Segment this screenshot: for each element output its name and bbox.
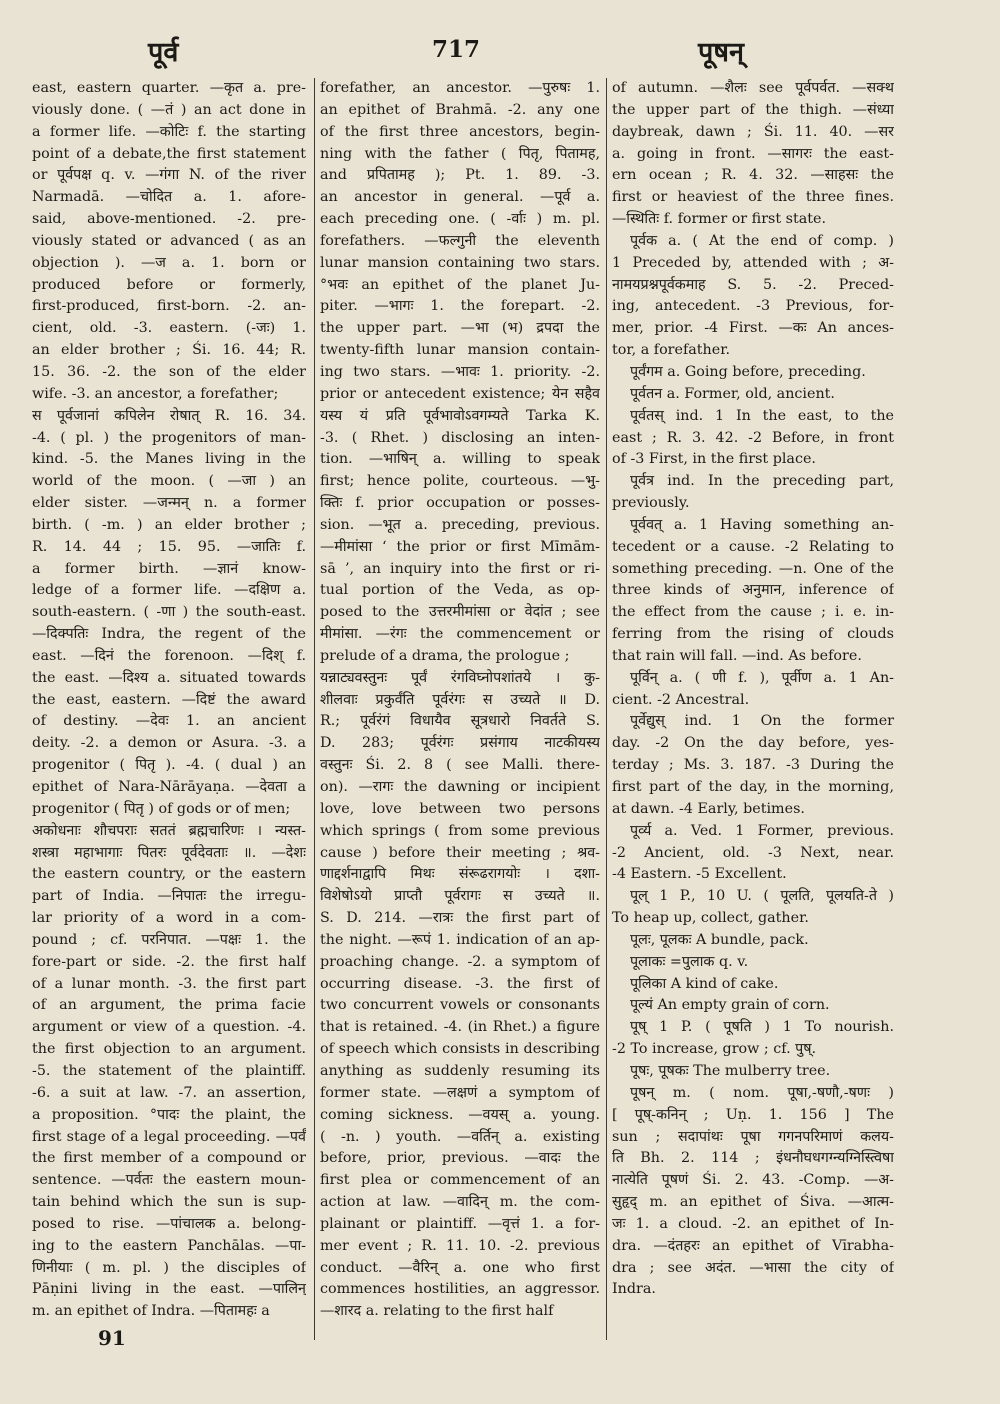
entry-line: of autumn. —शैलः see पूर्वपर्वत. —सक्थ <box>612 80 894 96</box>
entry-line: progenitor ( पितृ ). -4. ( dual ) an <box>32 757 306 774</box>
entry-line: शस्त्रा महाभागाः पितरः पूर्वदेवताः ॥. —देशः <box>32 844 306 861</box>
entry-line: of an argument, the prima facie <box>32 997 306 1014</box>
entry-line: east ; R. 3. 42. -2 Before, in front <box>612 429 894 446</box>
entry-line: an ancestor in general. —पूर्व a. <box>320 189 600 206</box>
entry-line: 15. 36. -2. the son of the elder <box>32 363 306 380</box>
entry-line: proaching change. -2. a symptom of <box>320 953 600 970</box>
entry-line: the east, eastern. —दिष्टं the award <box>32 691 306 708</box>
entry-line: Pāṇini living in the east. —पालिन् <box>32 1281 306 1298</box>
entry-line: east. —दिनं the forenoon. —दिश् f. <box>32 647 306 664</box>
entry-line: 1 Preceded by, attended with ; अ- <box>612 254 894 271</box>
entry-line: first-produced, first-born. -2. an- <box>32 298 306 315</box>
entry-line: पूलाकः =पुलाक q. v. <box>630 953 749 970</box>
entry-line: lar priority of a word in a com- <box>32 910 306 927</box>
entry-line: पूर्वंगम a. Going before, preceding. <box>630 363 866 380</box>
entry-line: मीमांसा. —रंगः the commencement or <box>320 626 600 643</box>
entry-line: mer, prior. -4 First. —कः An ances- <box>612 320 894 337</box>
entry-line: m. an epithet of Indra. —पितामहः a <box>32 1303 270 1320</box>
entry-line: dra. —दंतहरः an epithet of Vīrabha- <box>612 1237 894 1254</box>
entry-line: action at law. —वादिन् m. the com- <box>320 1194 600 1211</box>
entry-line: यन्नाट्यवस्तुनः पूर्वं रंगविघ्नोपशांतये । कु- <box>320 669 600 686</box>
page-number: 717 <box>432 36 481 63</box>
entry-line: —शारद a. relating to the first half <box>320 1303 554 1320</box>
entry-line: पूष् 1 P. ( पूषति ) 1 To nourish. <box>630 1019 894 1036</box>
entry-line: D. 283; पूर्वरंगः प्रसंगाय नाटकीयस्य <box>320 735 600 752</box>
entry-line: -2 Ancient, old. -3 Next, near. <box>612 844 894 861</box>
entry-line: -4 Eastern. -5 Excellent. <box>612 866 787 883</box>
entry-line: prelude of a drama, the prologue ; <box>320 647 570 664</box>
entry-line: cient, old. -3. eastern. (-जः) 1. <box>32 320 306 337</box>
entry-line: viously stated or advanced ( as an <box>32 232 306 249</box>
entry-line: two concurrent vowels or consonants <box>320 997 600 1014</box>
entry-line: वस्तुनः Śi. 2. 8 ( see Malli. there- <box>320 757 600 774</box>
entry-line: ferring from the rising of clouds <box>612 626 894 643</box>
entry-line: tion. —भाषिन् a. willing to speak <box>320 451 600 468</box>
entry-line: conduct. —वैरिन् a. one who first <box>320 1259 600 1276</box>
entry-line: अकोधनाः शौचपराः सततं ब्रह्मचारिणः । न्यस्त- <box>32 822 306 839</box>
entry-line: of -3 First, in the first place. <box>612 451 816 468</box>
entry-line: विशेषोऽयो प्राप्तौ पूर्वरागः स उच्यते ॥. <box>320 888 600 905</box>
printer-signature-mark: 91 <box>98 1326 126 1350</box>
entry-line: the upper part of the thigh. —संध्या <box>612 101 894 118</box>
entry-line: kind. -5. the Manes living in the <box>32 451 306 468</box>
entry-line: शीलवाः प्रकुर्वंति पूर्वरंगः स उच्यते ॥ D. <box>320 691 600 708</box>
entry-line: R. 14. 44 ; 15. 95. —जातिः f. <box>32 538 306 555</box>
entry-line: Indra. <box>612 1281 656 1298</box>
entry-line: tain behind which the sun is sup- <box>32 1194 306 1211</box>
entry-line: and प्रपितामह ); Pt. 1. 89. -3. <box>320 167 600 184</box>
entry-line: previously. <box>612 495 690 512</box>
entry-line: a former life. —कोटिः f. the starting <box>32 123 306 140</box>
entry-line: °भवः an epithet of the planet Ju- <box>320 276 600 293</box>
entry-line: a. going in front. —सागरः the east- <box>612 145 894 162</box>
entry-line: epithet of Nara-Nārāyaṇa. —देवता a <box>32 779 306 795</box>
entry-line: cause ) before their meeting ; श्रव- <box>320 844 600 861</box>
entry-line: the effect from the cause ; i. e. in- <box>612 604 894 621</box>
entry-line: first; hence polite, courteous. —भु- <box>320 473 600 490</box>
entry-line: -2 To increase, grow ; cf. पुष्. <box>612 1041 817 1058</box>
entry-line: that rain will fall. —ind. As before. <box>612 647 862 664</box>
entry-line: wife. -3. an ancestor, a forefather; <box>32 385 279 402</box>
entry-line: णिनीयाः ( m. pl. ) the disciples of <box>32 1259 306 1276</box>
entry-line: mer event ; R. 11. 10. -2. previous <box>320 1237 600 1254</box>
entry-line: three kinds of अनुमान, inference of <box>612 582 894 599</box>
entry-line: world of the moon. ( —जा ) an <box>32 473 306 490</box>
column-divider-2 <box>606 78 607 1340</box>
entry-line: pound ; cf. परनिपात. —पक्षः 1. the <box>32 931 306 948</box>
left-running-headword: पूर्व <box>148 37 179 68</box>
entry-line: नामयप्रश्नपूर्वकमाह S. 5. -2. Preced- <box>612 276 894 293</box>
entry-line: former state. —लक्षणं a symptom of <box>320 1084 600 1101</box>
entry-line: plainant or plaintiff. —वृत्तं 1. a for- <box>320 1215 600 1232</box>
entry-line: first part of the day, in the morning, <box>612 779 894 795</box>
entry-line: ति Bh. 2. 114 ; इंधनौघधगग्न्यग्निस्त्विषा <box>612 1150 894 1167</box>
entry-line: posed to the उत्तरमीमांसा or वेदांत ; see <box>320 604 600 621</box>
entry-line: first or heaviest of the three fines. <box>612 189 894 206</box>
entry-line: To heap up, collect, gather. <box>612 910 809 927</box>
entry-line: cient. -2 Ancestral. <box>612 691 750 708</box>
entry-line: Narmadā. —चोदित a. 1. afore- <box>32 189 306 206</box>
entry-line: the east. —दिश्य a. situated towards <box>32 669 306 686</box>
entry-line: twenty-fifth lunar mansion contain- <box>320 342 600 359</box>
entry-line: fore-part or side. -2. the first half <box>32 953 306 970</box>
entry-line: sun ; सदापांथः पूषा गगनपरिमाणं कलय- <box>612 1128 894 1145</box>
entry-line: [ पूष्-कनिन् ; Uṇ. 1. 156 ] The <box>612 1106 894 1123</box>
entry-line: -4. ( pl. ) the progenitors of man- <box>32 429 306 446</box>
entry-line: part of India. —निपातः the irregu- <box>32 888 306 905</box>
entry-line: or पूर्वपक्ष q. v. —गंगा N. of the river <box>32 167 306 184</box>
entry-line: स पूर्वजानां कपिलेन रोषात् R. 16. 34. <box>32 407 306 424</box>
entry-line: of the first three ancestors, begin- <box>320 123 600 140</box>
dictionary-column-1 <box>32 78 306 1323</box>
entry-line: ledge of a former life. —दक्षिण a. <box>32 582 306 599</box>
entry-line: forefathers. —फल्गुनी the eleventh <box>320 232 600 249</box>
entry-line: forefather, an ancestor. —पुरुषः 1. <box>320 80 600 96</box>
entry-line: sentence. —पर्वतः the eastern moun- <box>32 1172 306 1189</box>
entry-line: the first member of a compound or <box>32 1150 306 1167</box>
entry-line: produced before or formerly, <box>32 276 306 293</box>
entry-line: पूर्विन् a. ( णी f. ), पूर्वीण a. 1 An- <box>630 669 894 686</box>
entry-line: पूषः, पूषकः The mulberry tree. <box>630 1062 831 1079</box>
entry-line: the upper part. —भा (भ) द्रपदा the <box>320 320 600 337</box>
entry-line: sion. —भूत a. preceding, previous. <box>320 516 600 533</box>
entry-line: -5. the statement of the plaintiff. <box>32 1062 306 1079</box>
entry-line: said, above-mentioned. -2. pre- <box>32 211 306 228</box>
entry-line: east, eastern quarter. —कृत a. pre- <box>32 80 306 96</box>
entry-line: lunar mansion containing two stars. <box>320 254 600 271</box>
entry-line: a proposition. °पादः the plaint, the <box>32 1106 306 1123</box>
entry-line: viously done. ( —तं ) an act done in <box>32 101 306 118</box>
entry-line: tual portion of the Veda, as op- <box>320 582 600 599</box>
entry-line: argument or view of a question. -4. <box>32 1019 306 1036</box>
entry-line: sā ’, an inquiry into the first or ri- <box>320 560 600 577</box>
entry-line: prior or antecedent existence; येन सहैव <box>320 385 600 402</box>
entry-line: first plea or commencement of an <box>320 1172 600 1189</box>
entry-line: that is retained. -4. (in Rhet.) a figure <box>320 1019 600 1036</box>
column-divider-1 <box>314 78 315 1340</box>
entry-line: ing, antecedent. -3 Previous, for- <box>612 298 894 315</box>
entry-line: piter. —भागः 1. the forepart. -2. <box>320 298 600 315</box>
entry-line: क्तिः f. prior occupation or posses- <box>320 495 600 512</box>
entry-line: -3. ( Rhet. ) disclosing an inten- <box>320 429 600 446</box>
page-header <box>0 30 1000 70</box>
entry-line: the first objection to an argument. <box>32 1041 306 1058</box>
entry-line: birth. ( -m. ) an elder brother ; <box>32 516 306 533</box>
entry-line: each preceding one. ( -र्वाः ) m. pl. <box>320 211 600 228</box>
entry-line: the eastern country, or the eastern <box>32 866 306 883</box>
entry-line: before, prior, previous. —वादः the <box>320 1150 600 1167</box>
entry-line: पूर्वेद्युस् ind. 1 On the former <box>630 713 894 730</box>
entry-line: पूलिका A kind of cake. <box>630 975 779 992</box>
entry-line: -6. a suit at law. -7. an assertion, <box>32 1084 306 1101</box>
entry-line: of speech which consists in describing <box>320 1041 600 1058</box>
dictionary-column-3 <box>612 78 894 1301</box>
entry-line: deity. -2. a demon or Asura. -3. a <box>32 735 306 752</box>
entry-line: पूर्व्य a. Ved. 1 Former, previous. <box>630 822 894 839</box>
entry-line: पूर्ववत् a. 1 Having something an- <box>630 516 894 533</box>
entry-line: point of a debate,the first statement <box>32 145 306 162</box>
entry-line: the night. —रूपं 1. indication of an ap- <box>320 931 600 948</box>
entry-line: पूलः, पूलकः A bundle, pack. <box>630 931 809 948</box>
entry-line: पूर्वक a. ( At the end of comp. ) <box>630 232 894 249</box>
entry-line: commences hostilities, an aggressor. <box>320 1281 600 1298</box>
entry-line: coming sickness. —वयस् a. young. <box>320 1106 600 1123</box>
entry-line: at dawn. -4 Early, betimes. <box>612 800 805 817</box>
entry-line: first stage of a legal proceeding. —पर्वं <box>32 1128 306 1145</box>
entry-line: an epithet of Brahmā. -2. any one <box>320 101 600 118</box>
entry-line: posed to rise. —पांचालक a. belong- <box>32 1215 306 1232</box>
entry-line: occurring disease. -3. the first of <box>320 975 600 992</box>
entry-line: —मीमांसा ‘ the prior or first Mīmām- <box>320 538 600 555</box>
entry-line: ( -n. ) youth. —वर्तिन् a. existing <box>320 1128 600 1145</box>
entry-line: णाद्दर्शनाद्वापि मिथः संरूढरागयोः । दशा- <box>320 866 600 883</box>
entry-line: an elder brother ; Śi. 16. 44; R. <box>32 342 306 359</box>
entry-line: tor, a forefather. <box>612 342 731 359</box>
dictionary-column-2 <box>320 78 600 1323</box>
entry-line: पूर्वत्र ind. In the preceding part, <box>630 473 894 490</box>
entry-line: पूषन् m. ( nom. पूषा,-षणौ,-षणः ) <box>630 1084 894 1101</box>
entry-line: a former birth. —ज्ञानं know- <box>32 560 306 577</box>
entry-line: progenitor ( पितृ ) of gods or of men; <box>32 800 291 817</box>
entry-line: ning with the father ( पितृ, पितामह, <box>320 145 600 162</box>
entry-line: पूल् 1 P., 10 U. ( पूलति, पूलयति-ते ) <box>630 888 894 905</box>
entry-line: ing two stars. —भावः 1. priority. -2. <box>320 363 600 380</box>
entry-line: terday ; Ms. 3. 187. -3 During the <box>612 757 894 774</box>
entry-line: elder sister. —जन्मन् n. a former <box>32 495 306 512</box>
entry-line: anything as suddenly resuming its <box>320 1062 600 1079</box>
entry-line: —दिक्पतिः Indra, the regent of the <box>32 626 306 643</box>
entry-line: —स्थितिः f. former or first state. <box>612 211 827 228</box>
right-running-headword: पूषन् <box>698 37 744 68</box>
entry-line: which springs ( from some previous <box>320 822 600 839</box>
entry-line: south-eastern. ( -णा ) the south-east. <box>32 604 306 621</box>
entry-line: यस्य यं प्रति पूर्वभावोऽवगम्यते Tarka K. <box>320 407 600 424</box>
entry-line: जः 1. a cloud. -2. an epithet of In- <box>612 1215 894 1232</box>
entry-line: R.; पूर्वरंगं विधायैव सूत्रधारो निवर्तते S. <box>320 713 600 730</box>
entry-line: नात्येति पूषणं Śi. 2. 43. -Comp. —अ- <box>612 1172 894 1189</box>
entry-line: of a lunar month. -3. the first part <box>32 975 306 992</box>
entry-line: dra ; see अदंत. —भासा the city of <box>612 1259 894 1276</box>
entry-line: tecedent or a cause. -2 Relating to <box>612 538 894 555</box>
entry-line: S. D. 214. —रात्रः the first part of <box>320 910 600 927</box>
entry-line: ern ocean ; R. 4. 32. —साहसः the <box>612 167 894 184</box>
entry-line: of destiny. —देवः 1. an ancient <box>32 713 306 730</box>
entry-line: something preceding. —n. One of the <box>612 560 894 577</box>
entry-line: objection ). —ज a. 1. born or <box>32 254 306 271</box>
entry-line: पूर्वतस् ind. 1 In the east, to the <box>630 407 894 424</box>
entry-line: love, love between two persons <box>320 800 600 817</box>
entry-line: पूल्यं An empty grain of corn. <box>630 997 830 1014</box>
entry-line: day. -2 On the day before, yes- <box>612 735 894 752</box>
entry-line: ing to the eastern Panchālas. —पा- <box>32 1237 306 1254</box>
entry-line: on). —रागः the dawning or incipient <box>320 779 600 795</box>
entry-line: सुहृद् m. an epithet of Śiva. —आत्म- <box>612 1194 894 1211</box>
entry-line: daybreak, dawn ; Śi. 11. 40. —सर <box>612 123 894 140</box>
entry-line: पूर्वतन a. Former, old, ancient. <box>630 385 835 402</box>
